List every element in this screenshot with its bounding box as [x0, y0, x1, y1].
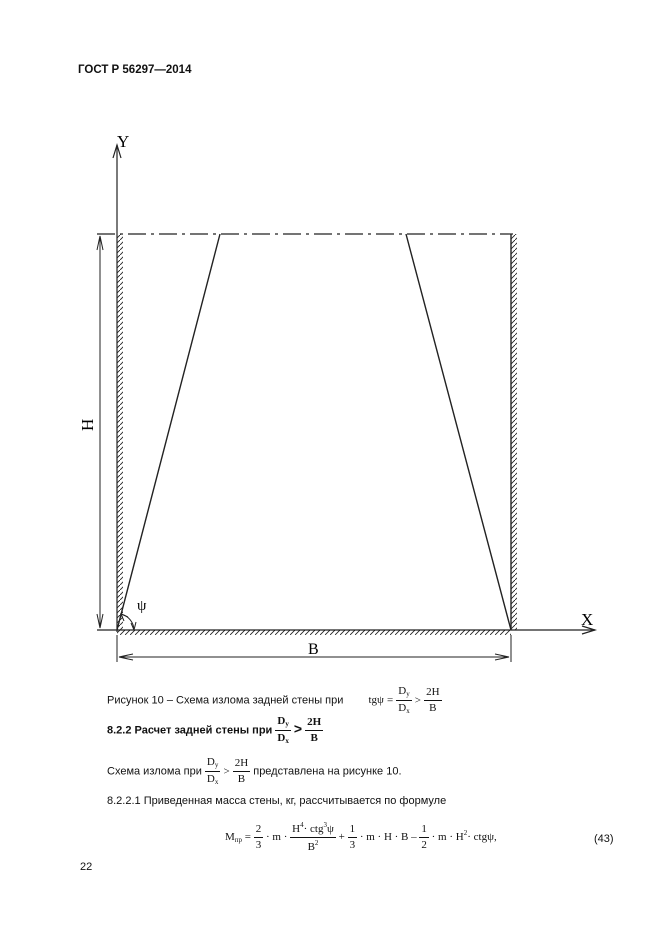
right-wall-hatch: [511, 234, 517, 630]
equation-number: (43): [594, 833, 614, 845]
section-title-text: 8.2.2 Расчет задней стены при: [107, 724, 273, 737]
caption-fraction-hb: $\frac{2H}{B}$: [426, 686, 440, 714]
caption-eq: =: [386, 694, 394, 707]
y-axis-label: Y: [117, 132, 130, 151]
scheme-line: [107, 757, 402, 786]
fracture-line-left: [117, 234, 220, 630]
scheme-fraction-d: $\frac{D_y}{D_x}$: [206, 756, 219, 786]
x-axis-label: X: [581, 610, 594, 629]
caption-tg: tgψ: [368, 694, 384, 707]
bottom-hatch: [117, 630, 511, 635]
formula-43: $M_{пр}$ = $\frac{2}{3}$ · m · $\frac{H^4\cdot ctg^3\psi}{B^2}$ + $\frac{1}{3}$ · m · H · B – $\frac{1}{2}$ · $m \cdot H^2\cdot ctg\psi$,: [225, 821, 497, 853]
angle-label: ψ: [137, 598, 147, 614]
caption-gt: >: [414, 694, 421, 707]
section-gt: >: [293, 720, 303, 737]
section-fraction-hb: $\frac{2H}{B}$: [307, 716, 322, 744]
caption-text: Рисунок 10 – Схема излома задней стены при: [107, 694, 344, 707]
page-number: 22: [80, 861, 93, 873]
left-wall-hatch: [117, 234, 123, 630]
scheme-fraction-hb: $\frac{2H}{B}$: [234, 757, 249, 785]
b-label: B: [308, 641, 319, 658]
figure-caption: [107, 686, 442, 715]
section-fraction-d: $\frac{D_y}{D_x}$: [277, 715, 289, 745]
scheme-suffix: представлена на рисунке 10.: [253, 765, 402, 778]
section-title: [107, 716, 323, 745]
document-header: ГОСТ Р 56297—2014: [78, 64, 192, 76]
scheme-prefix: Схема излома при: [107, 765, 202, 778]
caption-fraction-d: $\frac{D_y}{D_x}$: [398, 685, 410, 715]
scheme-gt: >: [223, 765, 230, 778]
fracture-line-right: [406, 234, 511, 630]
paragraph-8-2-2-1: 8.2.2.1 Приведенная масса стены, кг, рассчитывается по формуле: [107, 795, 447, 807]
h-label: H: [78, 418, 97, 431]
